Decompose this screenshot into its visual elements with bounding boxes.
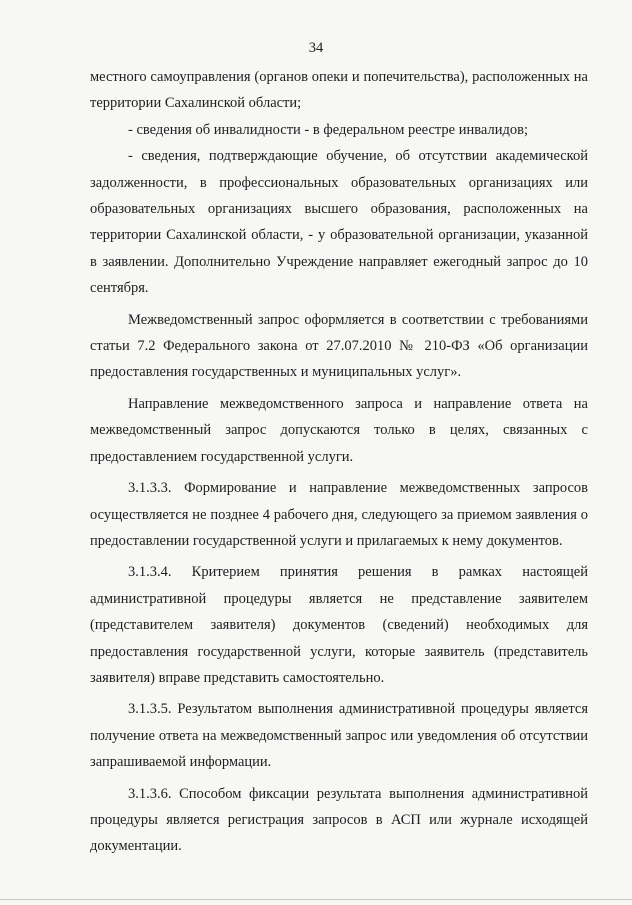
document-body [90,64,588,860]
paragraph-3-1-3-5: 3.1.3.5. Результатом выполнения административной процедуры является получение ответа на межведомственный запрос или уведомления об отсутствии запрашиваемой информации. [90,701,588,771]
page-number: 34 [308,40,324,56]
paragraph-continuation: местного самоуправления (органов опеки и попечительства), расположенных на территории Сахалинской области; [90,69,588,112]
paragraph-interagency-request: Межведомственный запрос оформляется в соответствии с требованиями статьи 7.2 Федерального закона от 27.07.2010 № 210-ФЗ «Об организации предоставления государственных и муниципальных услуг». [90,311,588,381]
paragraph-request-purpose: Направление межведомственного запроса и направление ответа на межведомственный запрос допускаются только в целях, связанных с предоставлением государственной услуги. [90,395,588,465]
scan-edge-line [0,899,632,900]
paragraph-education-info: - сведения, подтверждающие обучение, об отсутствии академической задолженности, в профессиональных образовательных организациях или образовательных организациях высшего образования, расположенных на территории Сахалинской области, - у образовательной организации, указанной в заявлении. Дополнительно Учреждение направляет ежегодный запрос до 10 сентября. [90,148,588,297]
paragraph-disability-info: - сведения об инвалидности - в федеральном реестре инвалидов; [128,121,528,138]
paragraph-3-1-3-3: 3.1.3.3. Формирование и направление межведомственных запросов осуществляется не позднее 4 рабочего дня, следующего за приемом заявления о предоставлении государственной услуги и прилагаемых к нему документов. [90,480,588,549]
paragraph-3-1-3-4: 3.1.3.4. Критерием принятия решения в рамках настоящей административной процедуры является не представление заявителем (представителем заявителя) документов (сведений) необходимых для предоставления государственной услуги, которые заявитель (представитель заявителя) вправе представить самостоятельно. [90,564,588,686]
paragraph-3-1-3-6: 3.1.3.6. Способом фиксации результата выполнения административной процедуры является регистрация запросов в АСП или журнале исходящей документации. [90,785,588,855]
